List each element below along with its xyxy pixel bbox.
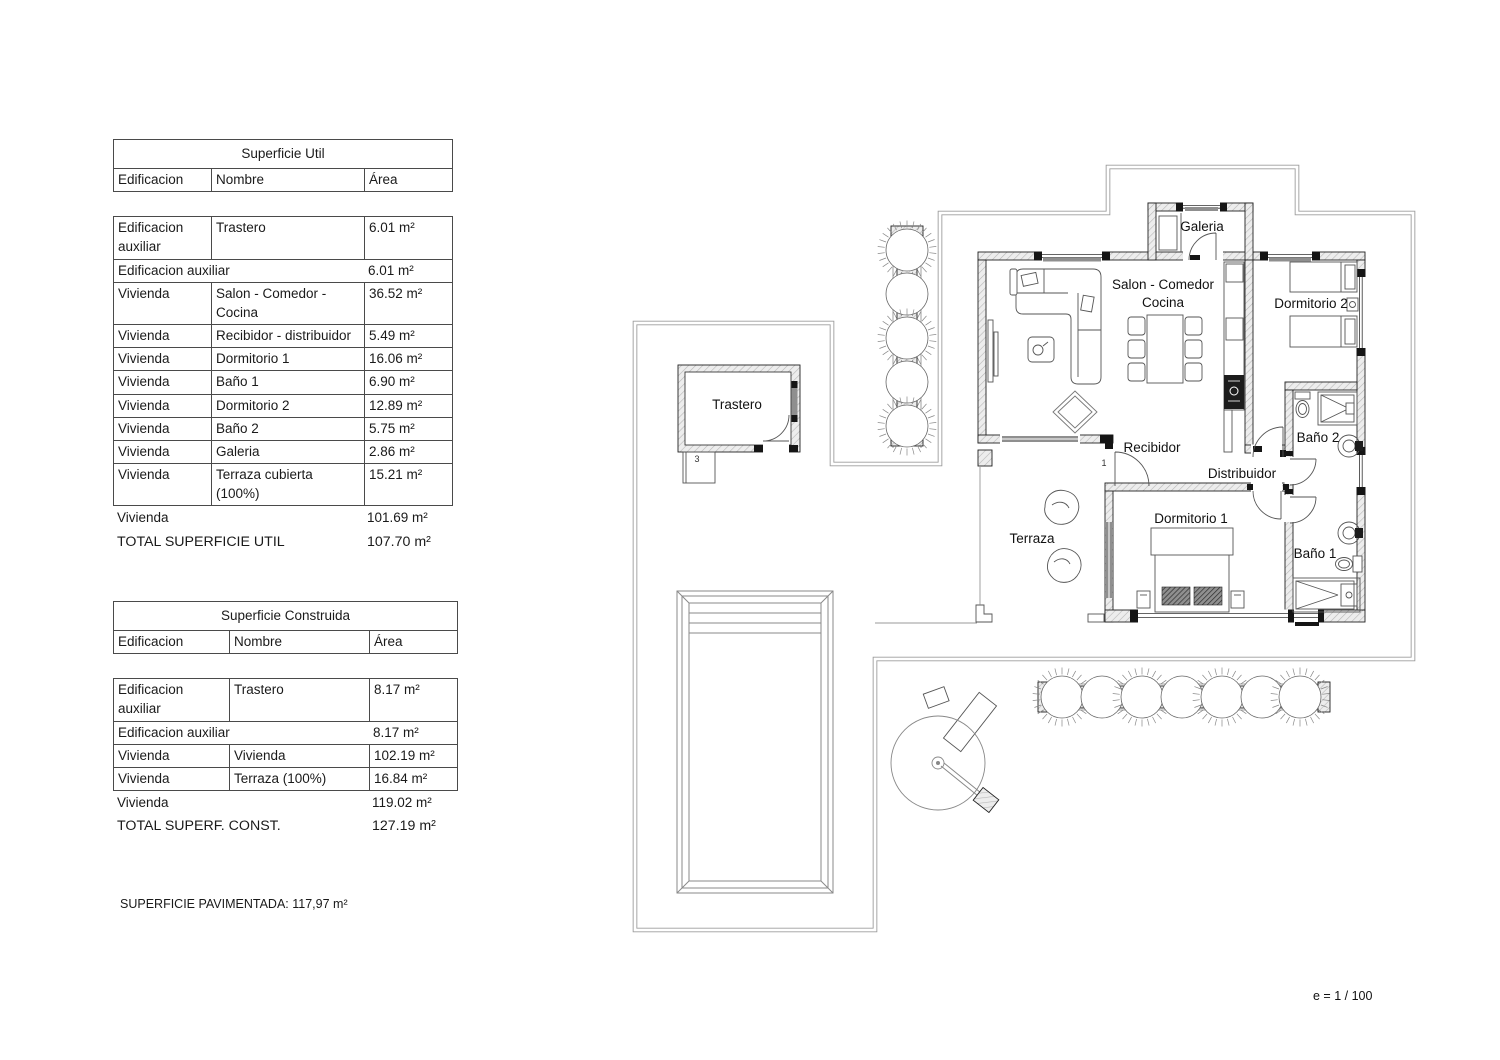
- toilet-icon: [1353, 556, 1362, 572]
- tree-icon: [1241, 676, 1283, 718]
- pillow: [1345, 319, 1355, 344]
- cell-nombre: Trastero: [211, 217, 364, 258]
- room-dormitorio1: [1137, 528, 1244, 612]
- swimming-pool: [677, 591, 833, 893]
- cell-area: 16.84 m²: [369, 768, 457, 790]
- cell-edificacion: Vivienda: [118, 443, 170, 459]
- chair: [1185, 317, 1202, 335]
- cell-nombre: Galeria: [211, 441, 364, 463]
- table-row: [114, 282, 452, 324]
- label-salon-line1: Salon - Comedor: [1111, 277, 1215, 292]
- table-row: [114, 744, 457, 767]
- pillow: [1345, 265, 1355, 289]
- pillow: [1162, 587, 1190, 605]
- hob: [1226, 318, 1243, 340]
- cell-nombre: Terraza cubierta (100%): [211, 464, 364, 505]
- total-area: 107.70 m²: [367, 533, 431, 550]
- tree-icon: [886, 405, 928, 447]
- tv-unit: [988, 320, 993, 382]
- label-bano1: Baño 1: [1293, 546, 1337, 561]
- tree-icon: [1041, 676, 1083, 718]
- door-swing-icon: [1115, 452, 1149, 486]
- subtotal-label: Edificacion auxiliar: [118, 262, 230, 278]
- subtotal-row: [114, 259, 452, 282]
- label-dormitorio1: Dormitorio 1: [1154, 511, 1228, 526]
- cell-area: 16.06 m²: [364, 348, 452, 370]
- room-bano1: [1293, 522, 1363, 612]
- sun-lounger: [943, 692, 996, 751]
- cell-edificacion: Vivienda: [118, 397, 170, 413]
- subtotal-area: 6.01 m²: [368, 262, 414, 278]
- door-swing-icon: [1253, 491, 1281, 519]
- cell-nombre: Baño 2: [211, 418, 364, 440]
- cell-area: 2.86 m²: [364, 441, 452, 463]
- nightstand: [1347, 298, 1358, 311]
- table-row: [114, 767, 457, 790]
- superficie-construida-table: [113, 601, 458, 838]
- kitchen-counter: [1224, 262, 1244, 452]
- parasol-base: [973, 788, 999, 813]
- chair: [1185, 340, 1202, 358]
- cell-edificacion: Vivienda: [118, 328, 170, 344]
- nightstand: [1231, 591, 1244, 608]
- hedge-column: [878, 221, 937, 456]
- label-bano2: Baño 2: [1296, 430, 1340, 445]
- hedge-row: [1033, 668, 1330, 727]
- tree-icon: [1279, 676, 1321, 718]
- total-row: [113, 815, 458, 838]
- total-row: [113, 531, 453, 554]
- pad-number: 3: [694, 454, 700, 464]
- tree-icon: [886, 229, 928, 271]
- cell-area: 8.17 m²: [369, 679, 457, 720]
- cell-nombre: Terraza (100%): [229, 768, 369, 790]
- superficie-util-table: [113, 139, 453, 554]
- cell-edificacion: Vivienda: [118, 420, 170, 436]
- cell-edificacion: Edificacion auxiliar: [118, 682, 184, 717]
- table-row: [114, 217, 452, 258]
- door-number: 1: [1101, 458, 1107, 468]
- subtotal-area: 8.17 m²: [373, 724, 419, 740]
- label-trastero: Trastero: [712, 397, 762, 412]
- label-terraza: Terraza: [1009, 531, 1055, 546]
- tree-icon: [1161, 676, 1203, 718]
- cell-nombre: Salon - Comedor - Cocina: [211, 283, 364, 324]
- chair: [1128, 363, 1145, 381]
- table-row: [114, 394, 452, 417]
- chair: [1128, 340, 1145, 358]
- table-body: [113, 216, 453, 506]
- subtotal-label: Edificacion auxiliar: [118, 724, 230, 740]
- appliance: [1226, 264, 1243, 282]
- col-nombre: Nombre: [211, 169, 364, 191]
- tree-icon: [1081, 676, 1123, 718]
- table-column-headers: [114, 168, 452, 191]
- cell-nombre: Dormitorio 2: [211, 395, 364, 417]
- cell-nombre: Recibidor - distribuidor: [211, 325, 364, 347]
- chair: [1185, 363, 1202, 381]
- col-edificacion: Edificacion: [118, 172, 184, 188]
- parasol-table: [891, 687, 999, 813]
- total-label: TOTAL SUPERF. CONST.: [117, 818, 281, 835]
- subtotal-area: 101.69 m²: [367, 510, 428, 526]
- col-edificacion: Edificacion: [118, 634, 184, 650]
- total-label: TOTAL SUPERFICIE UTIL: [117, 533, 285, 550]
- label-dormitorio2: Dormitorio 2: [1274, 296, 1348, 311]
- house: [976, 203, 1366, 627]
- sofa: [1016, 269, 1101, 384]
- label-galeria: Galeria: [1180, 219, 1224, 234]
- table-row: [114, 347, 452, 370]
- sun-lounger: [923, 687, 949, 709]
- cell-edificacion: Vivienda: [118, 770, 170, 786]
- table-title: Superficie Util: [241, 146, 325, 161]
- total-area: 127.19 m²: [372, 818, 436, 835]
- table-row: [114, 440, 452, 463]
- subtotal-row: [113, 507, 453, 529]
- table-row: [114, 463, 452, 505]
- cell-area: 36.52 m²: [364, 283, 452, 324]
- label-distribuidor: Distribuidor: [1207, 466, 1277, 481]
- equipment-pad: [683, 452, 715, 483]
- cell-area: 6.01 m²: [364, 217, 452, 258]
- pillow: [1194, 587, 1222, 605]
- tree-icon: [1201, 676, 1243, 718]
- door-swing-icon: [1290, 497, 1316, 523]
- nightstand: [1137, 591, 1150, 608]
- floor-item: [1028, 337, 1054, 362]
- tree-icon: [1121, 676, 1163, 718]
- room-galeria: [1159, 213, 1181, 252]
- cell-edificacion: Vivienda: [118, 374, 170, 390]
- subtotal-label: Vivienda: [117, 795, 169, 811]
- label-recibidor: Recibidor: [1123, 440, 1181, 455]
- cell-nombre: Baño 1: [211, 371, 364, 393]
- cell-area: 5.49 m²: [364, 325, 452, 347]
- table-row: [114, 370, 452, 393]
- cushion: [1081, 295, 1094, 312]
- table-row: [114, 324, 452, 347]
- kitchen-sink-icon: [1224, 375, 1244, 409]
- room-bano2: [1295, 392, 1363, 457]
- door-swing-icon: [1290, 459, 1316, 485]
- label-salon-line2: Cocina: [1141, 295, 1185, 310]
- table-column-headers: [114, 630, 457, 653]
- wicker-chair: [1045, 490, 1079, 524]
- cell-area: 102.19 m²: [369, 745, 457, 767]
- dining-table: [1147, 315, 1183, 383]
- cell-area: 15.21 m²: [364, 464, 452, 505]
- col-area: Área: [364, 169, 452, 191]
- cell-edificacion: Vivienda: [118, 467, 170, 483]
- col-area: Área: [369, 631, 457, 653]
- scale-note: e = 1 / 100: [1313, 989, 1373, 1003]
- table-header-box: [113, 601, 458, 654]
- table-body: [113, 678, 458, 791]
- subtotal-label: Vivienda: [117, 510, 169, 526]
- rug: [1053, 391, 1097, 433]
- pavimentada-note: SUPERFICIE PAVIMENTADA: 117,97 m²: [120, 897, 348, 911]
- table-header-box: [113, 139, 453, 192]
- table-row: [114, 417, 452, 440]
- tree-icon: [886, 317, 928, 359]
- table-row: [114, 679, 457, 720]
- chair: [1128, 317, 1145, 335]
- cell-area: 12.89 m²: [364, 395, 452, 417]
- cell-edificacion: Edificacion auxiliar: [118, 220, 184, 255]
- cell-nombre: Trastero: [229, 679, 369, 720]
- cell-edificacion: Vivienda: [118, 351, 170, 367]
- subtotal-row: [114, 721, 457, 744]
- subtotal-row: [113, 792, 458, 814]
- subtotal-area: 119.02 m²: [372, 795, 432, 811]
- cell-edificacion: Vivienda: [118, 747, 170, 763]
- toilet-icon: [1295, 392, 1310, 399]
- cell-nombre: Dormitorio 1: [211, 348, 364, 370]
- pool-steps: [689, 613, 821, 633]
- col-nombre: Nombre: [229, 631, 369, 653]
- blanket: [1151, 528, 1233, 555]
- cell-edificacion: Vivienda: [118, 285, 170, 301]
- cell-nombre: Vivienda: [229, 745, 369, 767]
- table-title: Superficie Construida: [220, 608, 351, 623]
- cell-area: 6.90 m²: [364, 371, 452, 393]
- wicker-chair: [1047, 549, 1081, 583]
- cell-area: 5.75 m²: [364, 418, 452, 440]
- window-icon: [792, 388, 798, 415]
